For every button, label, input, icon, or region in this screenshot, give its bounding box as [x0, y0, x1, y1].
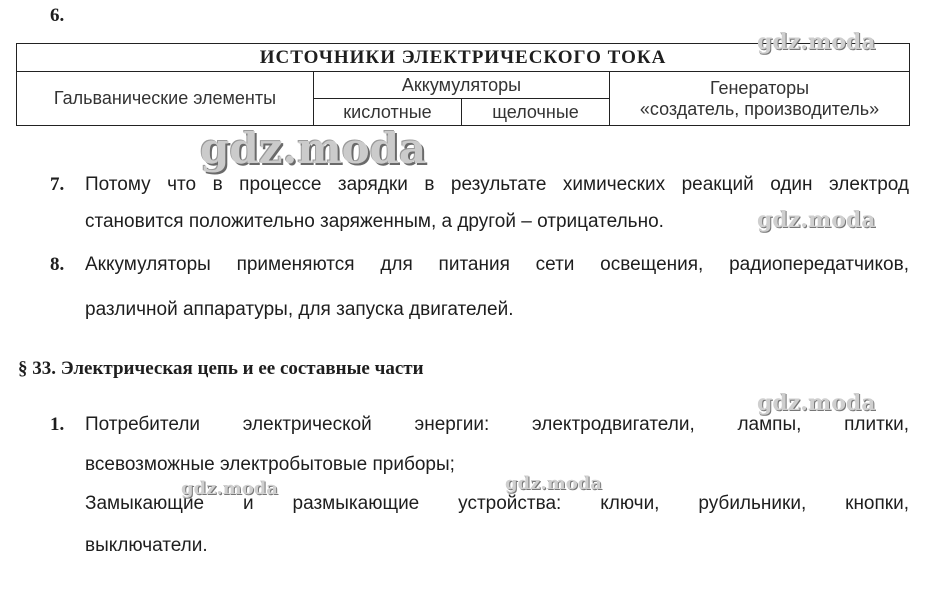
generators-label: Генераторы	[709, 77, 810, 98]
generators-note: «создатель, производитель»	[639, 98, 880, 119]
current-sources-table	[16, 43, 910, 126]
section-heading: § 33. Электрическая цепь и ее составные части	[18, 358, 424, 379]
cell-galvanic-elements: Гальванические элементы	[17, 72, 314, 126]
watermark: gdz.moda	[757, 207, 876, 233]
table-title: ИСТОЧНИКИ ЭЛЕКТРИЧЕСКОГО ТОКА	[17, 44, 910, 72]
question-7-line-1: Потому что в процессе зарядки в результате химических реакций один электрод	[85, 174, 909, 195]
cell-generators	[610, 72, 910, 126]
question-8-line-2: различной аппаратуры, для запуска двигателей.	[85, 299, 514, 320]
watermark: gdz.moda	[181, 478, 278, 499]
s33-question-1-line-3: Замыкающие и размыкающие устройства: ключи, рубильники, кнопки,	[85, 493, 909, 514]
s33-question-1-line-1: Потребители электрической энергии: электродвигатели, лампы, плитки,	[85, 414, 909, 435]
s33-question-1-line-2: всевозможные электробытовые приборы;	[85, 454, 455, 475]
question-8-number: 8.	[50, 254, 65, 275]
question-8-line-1: Аккумуляторы применяются для питания сети освещения, радиопередатчиков,	[85, 254, 909, 275]
s33-question-1-number: 1.	[50, 414, 65, 435]
watermark: gdz.moda	[757, 390, 876, 416]
question-7-line-2: становится положительно заряженным, а другой – отрицательно.	[85, 211, 664, 232]
question-6-number: 6.	[50, 5, 65, 26]
cell-acid: кислотные	[314, 99, 462, 126]
question-7-number: 7.	[50, 174, 65, 195]
cell-accumulators: Аккумуляторы	[314, 72, 610, 99]
watermark: gdz.moda	[757, 29, 876, 55]
watermark-large: gdz.moda	[200, 124, 427, 173]
s33-question-1-line-4: выключатели.	[85, 535, 208, 556]
cell-alkaline: щелочные	[462, 99, 610, 126]
watermark: gdz.moda	[505, 473, 602, 494]
